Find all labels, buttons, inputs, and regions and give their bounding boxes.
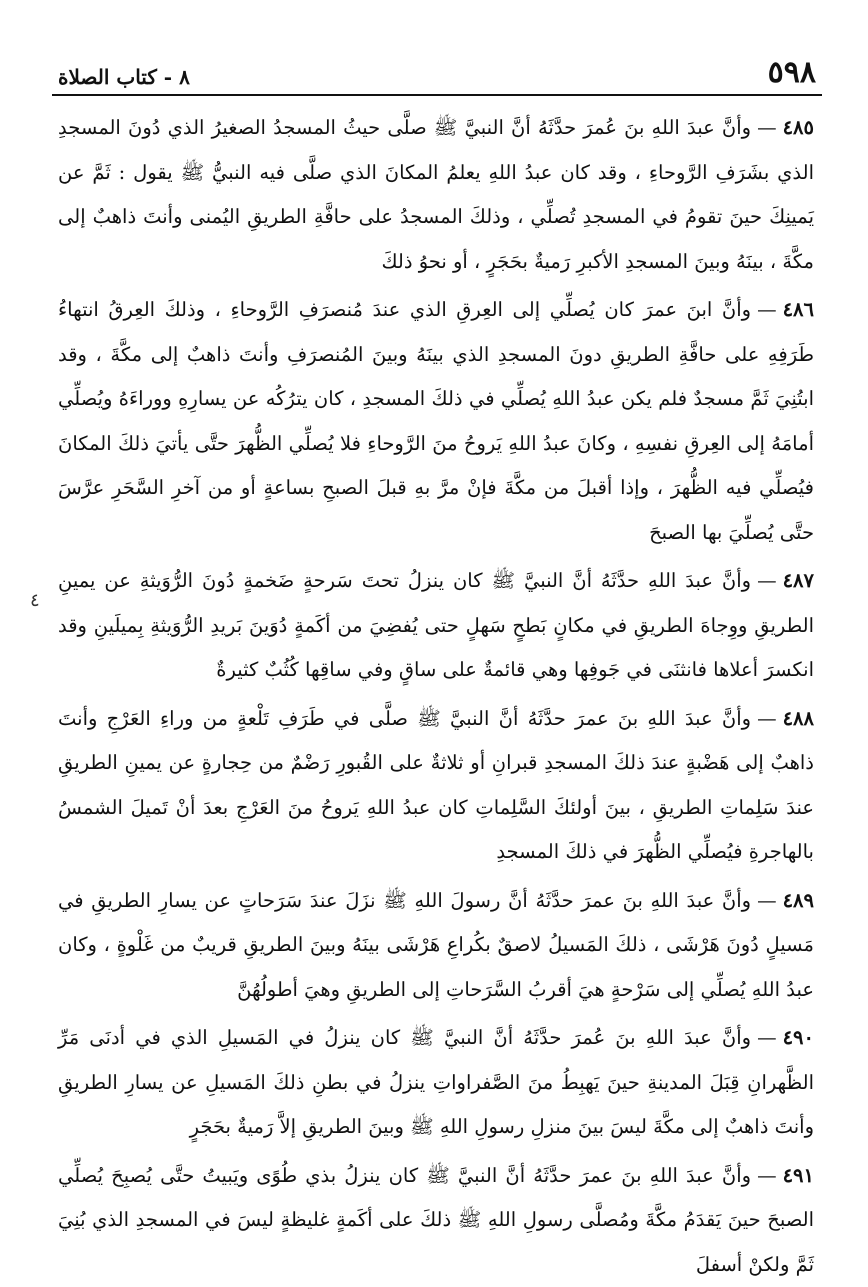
hadith-number: ٤٨٥ [783, 116, 814, 139]
book-page [52, 52, 822, 1192]
page-header [52, 52, 822, 96]
hadith-text: وأنَّ عبدَ اللهِ بنَ عُمرَ حدَّثَهُ أنَّ النبيَّ ﷺ كان ينزلُ في المَسيلِ الذي في أدنَى مَرِّ الظَّهرانِ قِبَلَ المدينةِ حينَ يَهبِطُ منَ الصَّفراواتِ ينزلُ في بطنِ ذلكَ المَسيلِ عن يسارِ الطريقِ وأنتَ ذاهبٌ إلى مكَّةَ ليسَ بينَ منزلِ رسولِ اللهِ ﷺ وبينَ الطريقِ إلاَّ رَميةٌ بحَجَرٍ [58, 1026, 814, 1138]
hadith-text: وأنَّ عبدَ اللهِ بنَ عُمرَ حدَّثَهُ أنَّ النبيَّ ﷺ صلَّى حيثُ المسجدُ الصغيرُ الذي دُونَ المسجدِ الذي بشَرَفِ الرَّوحاءِ ، وقد كان عبدُ اللهِ يعلمُ المكانَ الذي صلَّى فيه النبيُّ ﷺ يقول : ثَمَّ عن يَمينِكَ حينَ تقومُ في المسجدِ تُصلِّي ، وذلكَ المسجدُ على حافَّةِ الطريقِ اليُمنى وأنتَ ذاهبٌ إلى مكَّةَ ، بينَهُ وبينَ المسجدِ الأكبرِ رَميةٌ بحَجَرٍ ، أو نحوُ ذلكَ [58, 116, 814, 273]
hadith-number: ٤٨٧ [783, 569, 814, 592]
hadith-number: ٤٨٨ [783, 707, 814, 730]
hadith-paragraph-489: ٤٨٩—وأنَّ عبدَ اللهِ بنَ عمرَ حدَّثَهُ أنَّ رسولَ اللهِ ﷺ نزَلَ عندَ سَرَحاتٍ عن يسارِ الطريقِ في مَسيلٍ دُونَ هَرْشَى ، ذلكَ المَسيلُ لاصقٌ بكُراعِ هَرْشَى بينَهُ وبينَ الطريقِ قريبٌ من غَلْوةٍ ، وكان عبدُ اللهِ يُصلِّي إلى سَرْحةٍ هيَ أقربُ السَّرَحاتِ إلى الطريقِ وهيَ أطولُهُنَّ [52, 879, 822, 1013]
page-number: ٥٩٨ [768, 58, 816, 88]
hadith-text: وأنَّ عبدَ اللهِ بنَ عمرَ حدَّثَهُ أنَّ النبيَّ ﷺ كان ينزلُ بذي طُوًى ويَبيتُ حتَّى يُصبِحَ يُصلِّي الصبحَ حينَ يَقدَمُ مكَّةَ ومُصلَّى رسولِ اللهِ ﷺ ذلكَ على أكَمةٍ غليظةٍ ليسَ في المسجدِ الذي بُنِيَ ثَمَّ ولكنْ أسفلَ [58, 1164, 814, 1276]
hadith-paragraph-486: ٤٨٦—وأنَّ ابنَ عمرَ كان يُصلِّي إلى العِرقِ الذي عندَ مُنصرَفِ الرَّوحاءِ ، وذلكَ العِرقُ انتهاءُ طَرَفِهِ على حافَّةِ الطريقِ دونَ المسجدِ الذي بينَهُ وبينَ المُنصرَفِ وأنتَ ذاهبٌ إلى مكَّةَ ، وقد ابتُنِيَ ثَمَّ مسجدٌ فلم يكن عبدُ اللهِ يُصلِّي في ذلكَ المسجدِ ، كان يترُكُه عن يسارِهِ ووراءَهُ ويُصلِّي أمامَهُ إلى العِرقِ نفسِهِ ، وكانَ عبدُ اللهِ يَروحُ منَ الرَّوحاءِ فلا يُصلِّي الظُّهرَ حتَّى يأتيَ ذلكَ المكانَ فيُصلِّي فيه الظُّهرَ ، وإذا أقبلَ من مكَّةَ فإنْ مرَّ بهِ قبلَ الصبحِ بساعةٍ أو من آخرِ السَّحَرِ عرَّسَ حتَّى يُصلِّيَ بها الصبحَ [52, 288, 822, 555]
chapter-title: ٨ - كتاب الصلاة [58, 66, 190, 88]
page-body [52, 96, 822, 1287]
hadith-text: وأنَّ عبدَ اللهِ حدَّثَهُ أنَّ النبيَّ ﷺ كان ينزلُ تحتَ سَرحةٍ ضَخمةٍ دُونَ الرُّوَيثةِ عن يمينِ الطريقِ ووِجاهَ الطريقِ في مكانٍ بَطحٍ سَهلٍ حتى يُفضِيَ من أكَمةٍ دُوَينَ بَريدِ الرُّوَيثةِ بِميلَينِ وقد انكسرَ أعلاها فانثنَى في جَوفِها وهي قائمةٌ على ساقٍ وفي ساقِها كُثُبٌ كثيرةٌ [58, 569, 814, 681]
hadith-text: وأنَّ ابنَ عمرَ كان يُصلِّي إلى العِرقِ الذي عندَ مُنصرَفِ الرَّوحاءِ ، وذلكَ العِرقُ انتهاءُ طَرَفِهِ على حافَّةِ الطريقِ دونَ المسجدِ الذي بينَهُ وبينَ المُنصرَفِ وأنتَ ذاهبٌ إلى مكَّةَ ، وقد ابتُنِيَ ثَمَّ مسجدٌ فلم يكن عبدُ اللهِ يُصلِّي في ذلكَ المسجدِ ، كان يترُكُه عن يسارِهِ ووراءَهُ ويُصلِّي أمامَهُ إلى العِرقِ نفسِهِ ، وكانَ عبدُ اللهِ يَروحُ منَ الرَّوحاءِ فلا يُصلِّي الظُّهرَ حتَّى يأتيَ ذلكَ المكانَ فيُصلِّي فيه الظُّهرَ ، وإذا أقبلَ من مكَّةَ فإنْ مرَّ بهِ قبلَ الصبحِ بساعةٍ أو من آخرِ السَّحَرِ عرَّسَ حتَّى يُصلِّيَ بها الصبحَ [58, 298, 814, 544]
hadith-text: وأنَّ عبدَ اللهِ بنَ عمرَ حدَّثَهُ أنَّ رسولَ اللهِ ﷺ نزَلَ عندَ سَرَحاتٍ عن يسارِ الطريقِ في مَسيلٍ دُونَ هَرْشَى ، ذلكَ المَسيلُ لاصقٌ بكُراعِ هَرْشَى بينَهُ وبينَ الطريقِ قريبٌ من غَلْوةٍ ، وكان عبدُ اللهِ يُصلِّي إلى سَرْحةٍ هيَ أقربُ السَّرَحاتِ إلى الطريقِ وهيَ أطولُهُنَّ [58, 889, 814, 1001]
hadith-number: ٤٩١ [783, 1164, 814, 1187]
hadith-text: وأنَّ عبدَ اللهِ بنَ عمرَ حدَّثَهُ أنَّ النبيَّ ﷺ صلَّى في طَرَفِ تَلْعةٍ من وراءِ العَرْجِ وأنتَ ذاهبٌ إلى هَضْبةٍ عندَ ذلكَ المسجدِ قبرانِ أو ثلاثةٌ على القُبورِ رَضْمٌ من حِجارةٍ عن يمينِ الطريقِ عندَ سَلِماتِ الطريقِ ، بينَ أولئكَ السَّلِماتِ كان عبدُ اللهِ يَروحُ منَ العَرْجِ بعدَ أنْ تَميلَ الشمسُ بالهاجرةِ فيُصلِّي الظُّهرَ في ذلكَ المسجدِ [58, 707, 814, 864]
margin-mark: ٤ [30, 590, 40, 611]
hadith-paragraph-485: ٤٨٥—وأنَّ عبدَ اللهِ بنَ عُمرَ حدَّثَهُ أنَّ النبيَّ ﷺ صلَّى حيثُ المسجدُ الصغيرُ الذي دُونَ المسجدِ الذي بشَرَفِ الرَّوحاءِ ، وقد كان عبدُ اللهِ يعلمُ المكانَ الذي صلَّى فيه النبيُّ ﷺ يقول : ثَمَّ عن يَمينِكَ حينَ تقومُ في المسجدِ تُصلِّي ، وذلكَ المسجدُ على حافَّةِ الطريقِ اليُمنى وأنتَ ذاهبٌ إلى مكَّةَ ، بينَهُ وبينَ المسجدِ الأكبرِ رَميةٌ بحَجَرٍ ، أو نحوُ ذلكَ [52, 106, 822, 284]
hadith-paragraph-487: ٤٨٧—وأنَّ عبدَ اللهِ حدَّثَهُ أنَّ النبيَّ ﷺ كان ينزلُ تحتَ سَرحةٍ ضَخمةٍ دُونَ الرُّوَيثةِ عن يمينِ الطريقِ ووِجاهَ الطريقِ في مكانٍ بَطحٍ سَهلٍ حتى يُفضِيَ من أكَمةٍ دُوَينَ بَريدِ الرُّوَيثةِ بِميلَينِ وقد انكسرَ أعلاها فانثنَى في جَوفِها وهي قائمةٌ على ساقٍ وفي ساقِها كُثُبٌ كثيرةٌ [52, 559, 822, 693]
hadith-number: ٤٨٩ [783, 889, 814, 912]
hadith-number: ٤٩٠ [783, 1026, 814, 1049]
hadith-number: ٤٨٦ [783, 298, 814, 321]
hadith-paragraph-491: ٤٩١—وأنَّ عبدَ اللهِ بنَ عمرَ حدَّثَهُ أنَّ النبيَّ ﷺ كان ينزلُ بذي طُوًى ويَبيتُ حتَّى يُصبِحَ يُصلِّي الصبحَ حينَ يَقدَمُ مكَّةَ ومُصلَّى رسولِ اللهِ ﷺ ذلكَ على أكَمةٍ غليظةٍ ليسَ في المسجدِ الذي بُنِيَ ثَمَّ ولكنْ أسفلَ [52, 1154, 822, 1287]
hadith-paragraph-490: ٤٩٠—وأنَّ عبدَ اللهِ بنَ عُمرَ حدَّثَهُ أنَّ النبيَّ ﷺ كان ينزلُ في المَسيلِ الذي في أدنَى مَرِّ الظَّهرانِ قِبَلَ المدينةِ حينَ يَهبِطُ منَ الصَّفراواتِ ينزلُ في بطنِ ذلكَ المَسيلِ عن يسارِ الطريقِ وأنتَ ذاهبٌ إلى مكَّةَ ليسَ بينَ منزلِ رسولِ اللهِ ﷺ وبينَ الطريقِ إلاَّ رَميةٌ بحَجَرٍ [52, 1016, 822, 1150]
hadith-paragraph-488: ٤٨٨—وأنَّ عبدَ اللهِ بنَ عمرَ حدَّثَهُ أنَّ النبيَّ ﷺ صلَّى في طَرَفِ تَلْعةٍ من وراءِ العَرْجِ وأنتَ ذاهبٌ إلى هَضْبةٍ عندَ ذلكَ المسجدِ قبرانِ أو ثلاثةٌ على القُبورِ رَضْمٌ من حِجارةٍ عن يمينِ الطريقِ عندَ سَلِماتِ الطريقِ ، بينَ أولئكَ السَّلِماتِ كان عبدُ اللهِ يَروحُ منَ العَرْجِ بعدَ أنْ تَميلَ الشمسُ بالهاجرةِ فيُصلِّي الظُّهرَ في ذلكَ المسجدِ [52, 697, 822, 875]
